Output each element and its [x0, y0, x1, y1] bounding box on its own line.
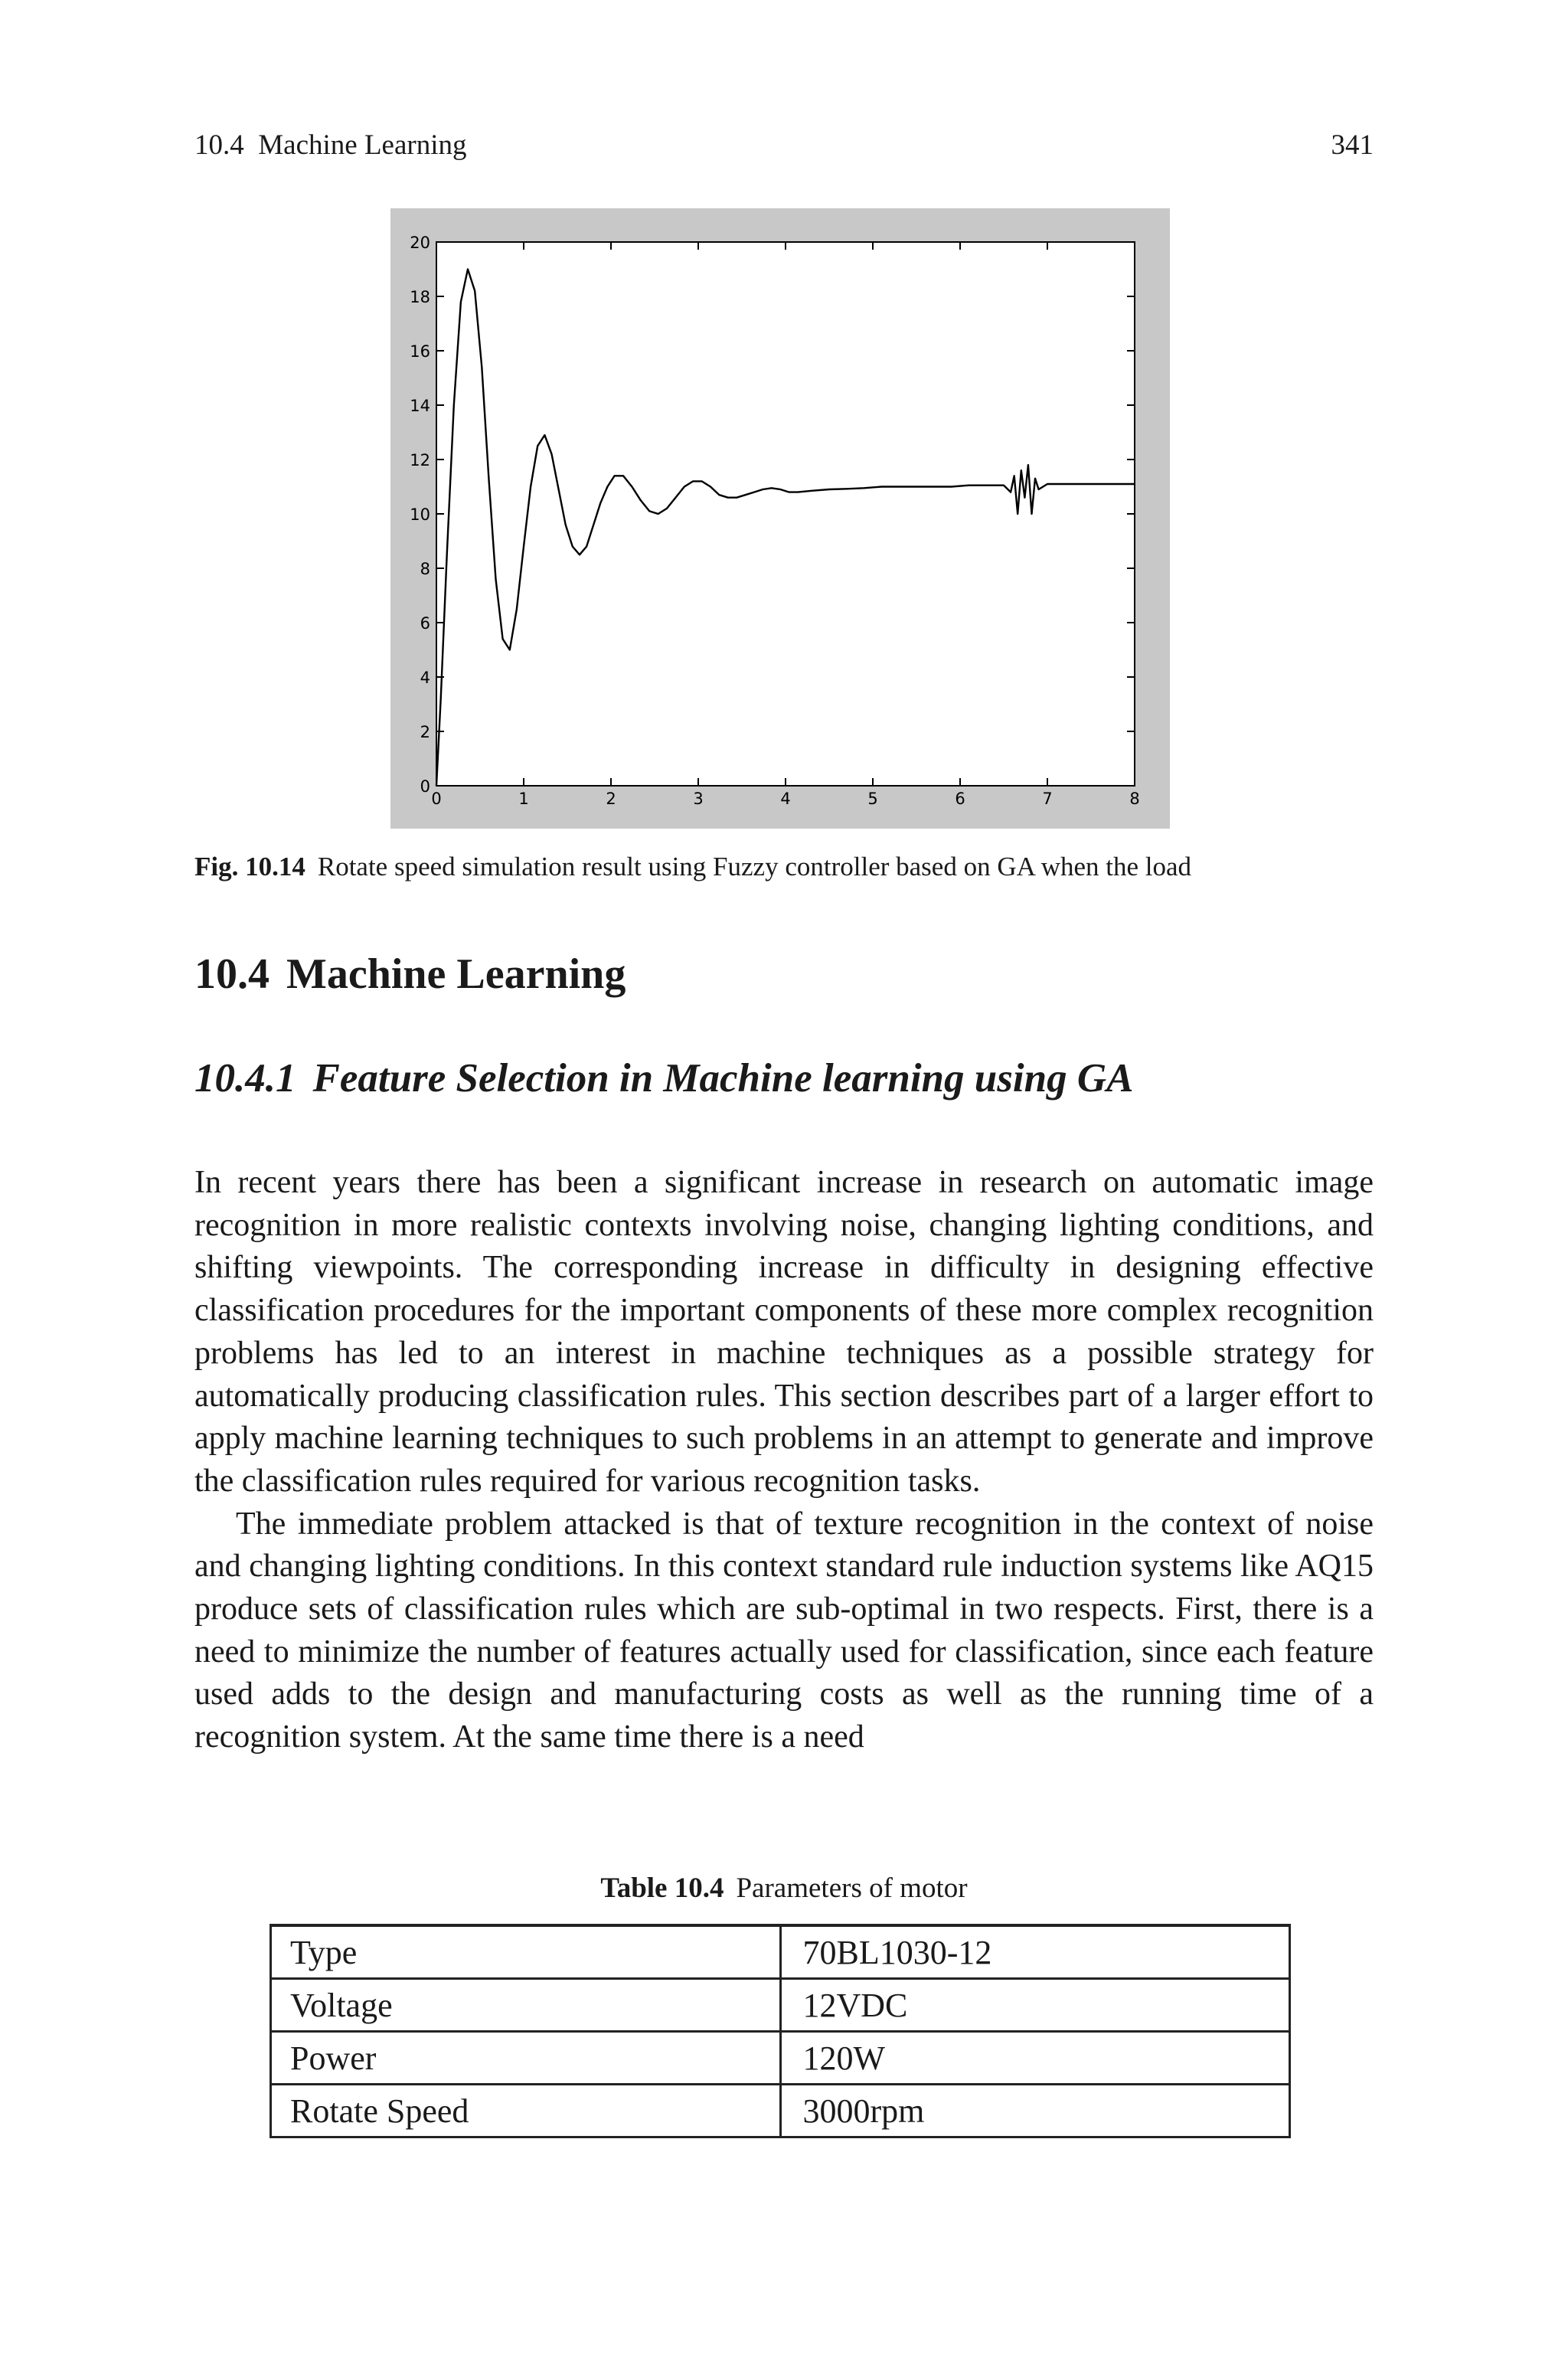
- y-tick-label: 16: [410, 342, 430, 361]
- subsection-number: 10.4.1: [194, 1056, 296, 1101]
- paragraph-1: In recent years there has been a significant increase in research on automatic image recognition in more realistic contexts involving noise, changing lighting conditions, and shifting viewpoints. The corresponding increase in difficulty in designing effective classification procedures for the important components of these more complex recognition problems has led to an interest in machine techniques as a possible strategy for automatically producing classification rules. This section describes part of a larger effort to apply machine learning techniques to such problems in an attempt to generate and improve the classification rules required for various recognition tasks.: [194, 1165, 1374, 1499]
- running-head: [194, 129, 1374, 162]
- table-value-cell: 12VDC: [780, 1979, 1290, 2032]
- table-key-cell: Type: [271, 1925, 781, 1979]
- table-value-cell: 70BL1030-12: [780, 1925, 1290, 1979]
- table-row: [271, 2085, 1290, 2137]
- plot-area: [436, 242, 1135, 786]
- figure-caption: [194, 852, 1374, 882]
- motor-parameters-table: [270, 1924, 1291, 2138]
- table-row: [271, 1979, 1290, 2032]
- y-tick-label: 18: [410, 288, 430, 306]
- x-tick-label: 0: [431, 790, 442, 808]
- section-number: 10.4: [194, 950, 270, 998]
- table-caption: [0, 1872, 1568, 1905]
- section-title: Machine Learning: [286, 950, 626, 998]
- y-tick-label: 14: [410, 397, 430, 415]
- x-tick-label: 6: [955, 790, 965, 808]
- y-tick-label: 8: [420, 560, 430, 578]
- x-tick-label: 8: [1129, 790, 1140, 808]
- table-value-cell: 3000rpm: [780, 2085, 1290, 2137]
- table-key-cell: Rotate Speed: [271, 2085, 781, 2137]
- table-caption-text: Parameters of motor: [736, 1872, 968, 1904]
- table-row: [271, 2032, 1290, 2085]
- x-tick-label: 7: [1042, 790, 1053, 808]
- x-tick-label: 4: [780, 790, 791, 808]
- section-heading: [194, 950, 626, 999]
- y-tick-label: 6: [420, 614, 430, 633]
- figure-label: Fig. 10.14: [194, 852, 305, 881]
- x-tick-label: 1: [518, 790, 529, 808]
- subsection-title: Feature Selection in Machine learning using GA: [312, 1056, 1134, 1101]
- table-value-cell: 120W: [780, 2032, 1290, 2085]
- running-title: 10.4 Machine Learning: [194, 129, 467, 161]
- x-tick-label: 3: [693, 790, 704, 808]
- subsection-heading: [194, 1055, 1133, 1101]
- y-tick-label: 0: [420, 777, 430, 796]
- figure-caption-text: Rotate speed simulation result using Fuzzy controller based on GA when the load: [317, 852, 1192, 881]
- x-tick-label: 5: [867, 790, 878, 808]
- y-tick-label: 20: [410, 234, 430, 252]
- paragraph-2: The immediate problem attacked is that of texture recognition in the context of noise and changing lighting conditions. In this context standard rule induction systems like AQ15 produce sets of classification rules which are sub-optimal in two respects. First, there is a need to minimize the number of features actually used for classification, since each feature used adds to the design and manufacturing costs as well as the running time of a recognition system. At the same time there is a need: [194, 1506, 1374, 1755]
- table-key-cell: Voltage: [271, 1979, 781, 2032]
- y-tick-label: 10: [410, 505, 430, 524]
- y-tick-label: 12: [410, 451, 430, 469]
- table-row: [271, 1925, 1290, 1979]
- table-key-cell: Power: [271, 2032, 781, 2085]
- table-label: Table 10.4: [600, 1872, 724, 1904]
- y-tick-label: 4: [420, 669, 430, 687]
- body-text: [194, 1162, 1374, 1759]
- x-tick-label: 2: [606, 790, 616, 808]
- y-tick-label: 2: [420, 723, 430, 741]
- rotate-speed-chart: [390, 208, 1170, 829]
- page-number: 341: [1331, 129, 1374, 161]
